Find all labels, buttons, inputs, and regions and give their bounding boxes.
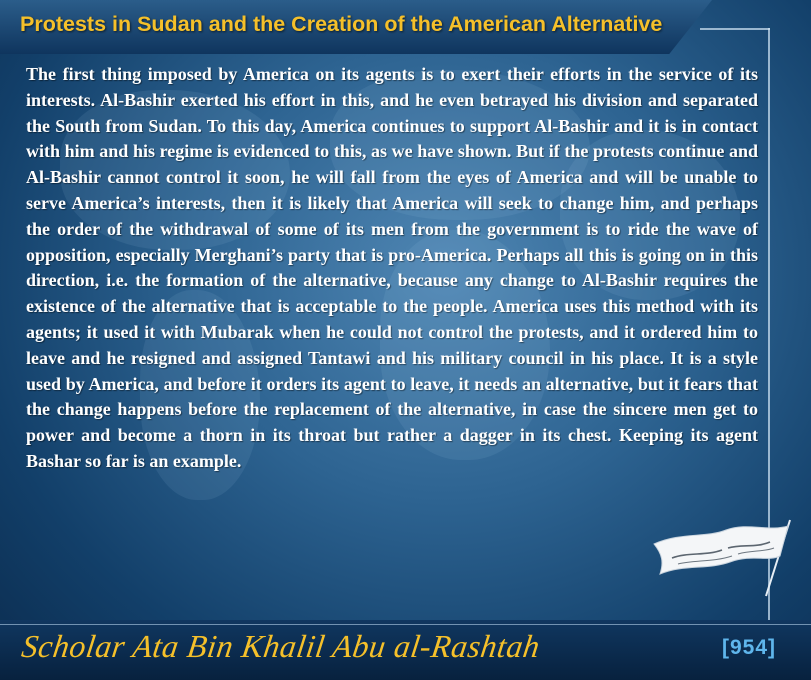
footer-divider xyxy=(0,624,811,625)
issue-number: [954] xyxy=(722,636,777,659)
page-title: Protests in Sudan and the Creation of the American Alternative xyxy=(20,12,663,36)
author-signature: Scholar Ata Bin Khalil Abu al-Rashtah xyxy=(19,628,543,664)
article-body: The first thing imposed by America on its agents is to exert their efforts in the service of its interests. Al-Bashir exerted his effort in this, and he even betrayed his division and separated the South from Sudan. To this day, America continues to support Al-Bashir and it is in contact with him and his regime is evidenced to this, as we have shown. But if the protests continue and Al-Bashir cannot control it soon, he will fall from the eyes of America and will be unable to serve America’s interests, then it is likely that America will seek to change him, and perhaps the order of the withdrawal of some of its men from the government is to ride the wave of opposition, especially Merghani’s party that is pro-America. Perhaps all this is going on in this direction, i.e. the formation of the alternative, because any change to Al-Bashir requires the existence of the alternative that is acceptable to the people. America uses this method with its agents; it used it with Mubarak when he could not control the protests, and it ordered him to leave and he resigned and assigned Tantawi and his military council in his place. It is a style used by America, and before it orders its agent to leave, it needs an alternative, but it fears that the change happens before the replacement of the alternative, in case the sincere men get to power and become a thorn in its throat but rather a dagger in its chest. Keeping its agent Bashar so far is an example. xyxy=(26,64,758,471)
white-flag-icon xyxy=(648,518,798,598)
frame-line xyxy=(700,28,770,30)
